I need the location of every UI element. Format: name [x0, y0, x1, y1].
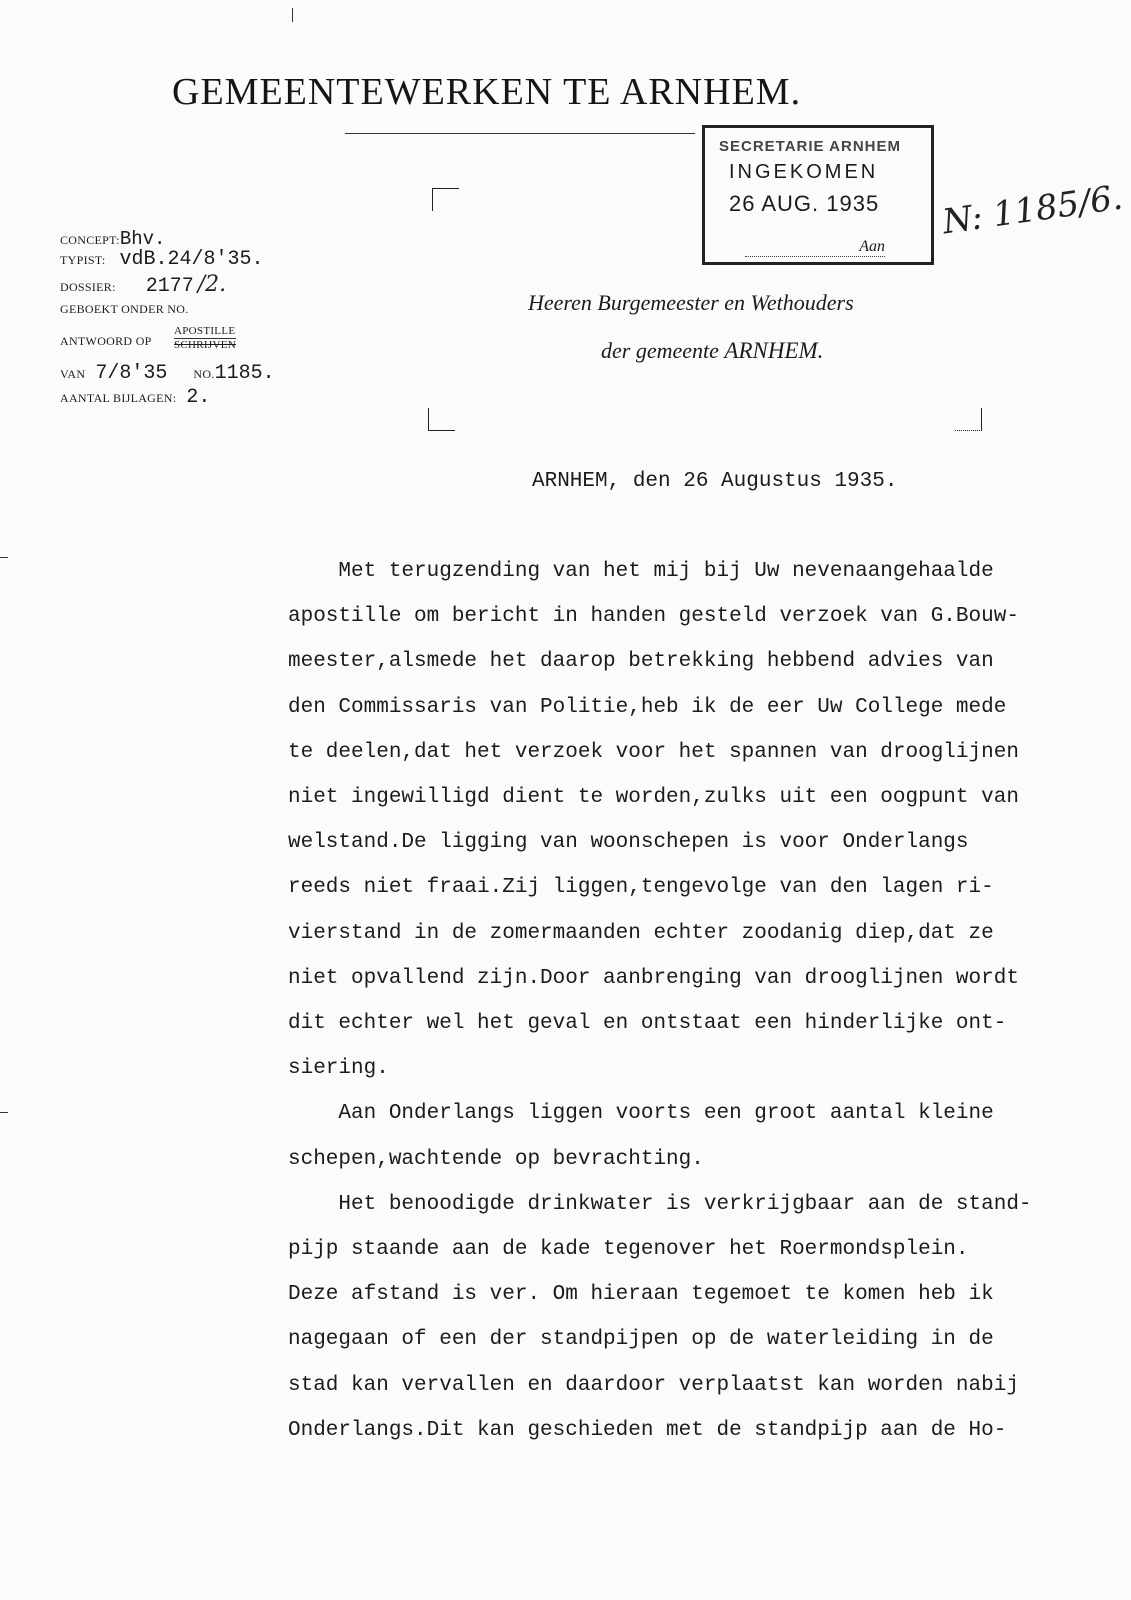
antwoord-option-apostille: APOSTILLE: [174, 325, 236, 337]
meta-concept: [60, 228, 165, 250]
body-line: Het benoodigde drinkwater is verkrijgbaar aan de stand-: [288, 1193, 1032, 1216]
body-line: Aan Onderlangs liggen voorts een groot aantal kleine: [288, 1102, 994, 1125]
body-line: nagegaan of een der standpijpen op de waterleiding in de: [288, 1328, 994, 1351]
address-prefix: der gemeente: [601, 338, 719, 363]
body-line: te deelen,dat het verzoek voor het spannen van drooglijnen: [288, 741, 1019, 764]
meta-dossier: [60, 272, 226, 298]
antwoord-options: [174, 325, 236, 352]
bijlagen-label: AANTAL BIJLAGEN:: [60, 391, 177, 405]
bijlagen-value: 2.: [186, 386, 211, 409]
handwritten-number: N: 1185/6.: [940, 177, 1126, 243]
stamp-line-2: INGEKOMEN: [729, 161, 879, 183]
dossier-label: DOSSIER:: [60, 280, 116, 294]
body-line: dit echter wel het geval en ontstaat een hinderlijke ont-: [288, 1012, 1007, 1035]
body-line: den Commissaris van Politie,heb ik de eer Uw College mede: [288, 696, 1007, 719]
address-line-1: Heeren Burgemeester en Wethouders: [528, 290, 854, 315]
stamp-date: 26 AUG. 1935: [729, 191, 880, 216]
body-line: stad kan vervallen en daardoor verplaatst kan worden nabij: [288, 1374, 1019, 1397]
van-label: VAN: [60, 367, 86, 381]
body-line: Met terugzending van het mij bij Uw nevenaangehaalde: [288, 560, 994, 583]
letterhead-rule: [345, 133, 695, 134]
window-corner-bottom-left: [428, 408, 455, 431]
letterhead: GEMEENTEWERKEN TE ARNHEM.: [172, 71, 802, 113]
body-line: schepen,wachtende op bevrachting.: [288, 1148, 704, 1171]
body-line: niet opvallend zijn.Door aanbrenging van drooglijnen wordt: [288, 967, 1019, 990]
antwoord-option-schrijven: SCHRIJVEN: [174, 339, 236, 351]
dossier-value: 2177: [145, 275, 194, 298]
meta-bijlagen: [60, 386, 210, 409]
concept-label: CONCEPT:: [60, 233, 120, 247]
fold-mark-top: [0, 557, 8, 558]
body-line: Deze afstand is ver. Om hieraan tegemoet te komen heb ik: [288, 1283, 994, 1306]
body-line: niet ingewilligd dient te worden,zulks uit een oogpunt van: [288, 786, 1019, 809]
stamp-aan: Aan: [745, 238, 885, 257]
typist-label: TYPIST:: [60, 253, 106, 267]
body-line: meester,alsmede het daarop betrekking hebbend advies van: [288, 650, 994, 673]
body-line: pijp staande aan de kade tegenover het Roermondsplein.: [288, 1238, 969, 1261]
body-line: Onderlangs.Dit kan geschieden met de standpijp aan de Ho-: [288, 1419, 1007, 1442]
address-line-2: [601, 338, 823, 364]
window-corner-top-left: [432, 188, 459, 211]
punch-mark: [292, 8, 293, 22]
meta-antwoord: [60, 332, 152, 350]
body-line: reeds niet fraai.Zij liggen,tengevolge van den lagen ri-: [288, 876, 994, 899]
window-corner-bottom-right: [955, 408, 982, 431]
body-line: vierstand in de zomermaanden echter zoodanig diep,dat ze: [288, 922, 994, 945]
received-stamp: [702, 125, 934, 265]
meta-van: [60, 362, 275, 385]
concept-value: Bhv.: [119, 228, 166, 250]
letter-date: ARNHEM, den 26 Augustus 1935.: [532, 470, 898, 493]
typist-value: vdB.24/8'35.: [119, 248, 264, 271]
dossier-suffix: /2.: [197, 272, 227, 297]
fold-mark-bottom: [0, 1112, 8, 1113]
van-value: 7/8'35: [95, 362, 168, 385]
address-city: ARNHEM.: [724, 338, 824, 363]
no-label: NO.: [193, 367, 215, 381]
stamp-line-1: SECRETARIE ARNHEM: [719, 138, 902, 155]
body-line: apostille om bericht in handen gesteld verzoek van G.Bouw-: [288, 605, 1019, 628]
body-line: welstand.De ligging van woonschepen is voor Onderlangs: [288, 831, 969, 854]
body-line: siering.: [288, 1057, 389, 1080]
geboekt-label: GEBOEKT ONDER NO.: [60, 302, 189, 316]
meta-geboekt: [60, 300, 189, 318]
meta-typist: [60, 248, 264, 271]
no-value: 1185.: [214, 362, 275, 385]
antwoord-label: ANTWOORD OP: [60, 334, 152, 348]
